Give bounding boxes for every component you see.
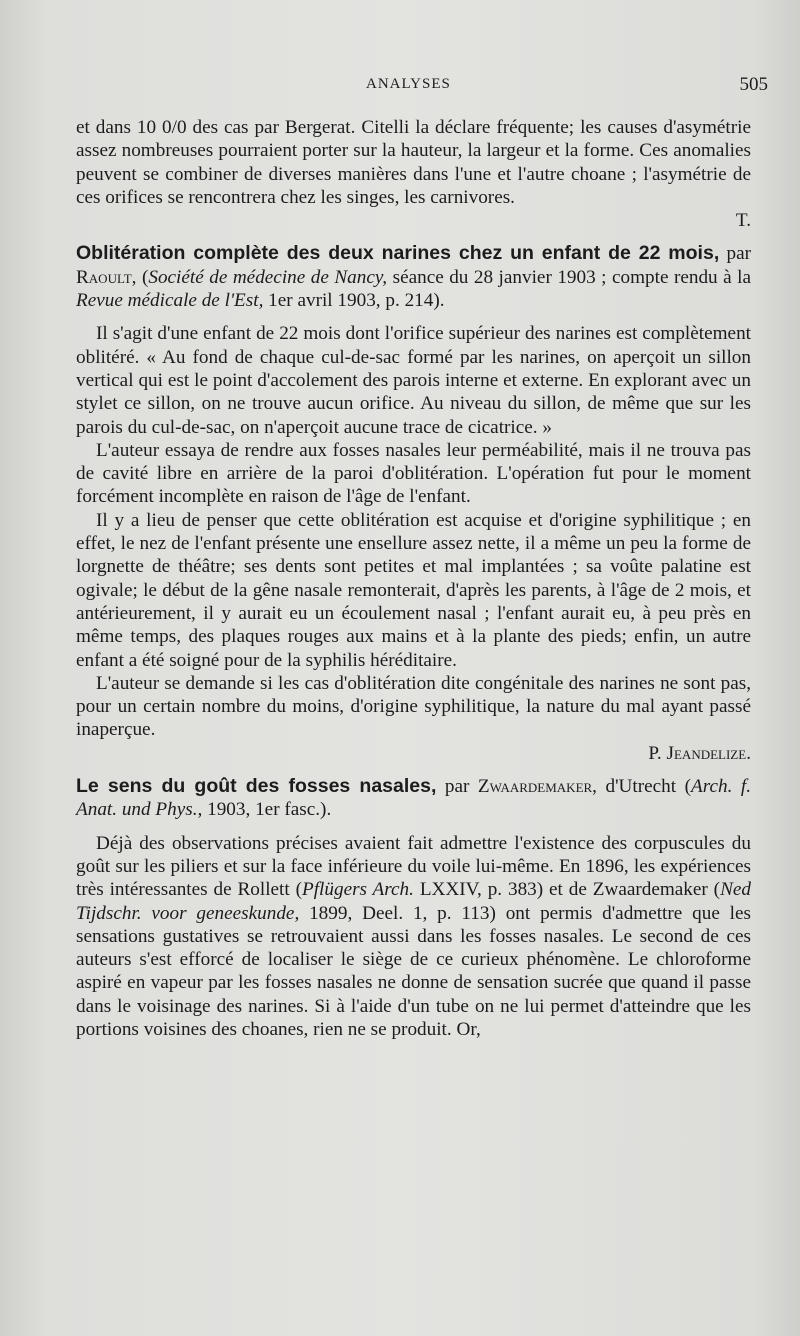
article-details: séance du 28 janvier 1903 ; compte rendu à la [387, 266, 751, 288]
signature-jeandelize: P. Jeandelize. [648, 742, 751, 764]
article-title: Oblitération complète des deux narines chez un enfant de 22 mois, [76, 242, 720, 265]
article-journal: Revue médicale de l'Est, [76, 290, 264, 312]
article-source: Société de médecine de Nancy, [148, 266, 388, 288]
article-by: par [436, 776, 478, 798]
article-heading-obliteration [76, 242, 751, 312]
article-date: 1er avril 1903, p. 214). [263, 290, 445, 312]
paragraph-operation: L'auteur essaya de rendre aux fosses nasales leur perméabilité, mais il ne trouva pas de cavité libre en arrière de la paroi d'oblitération. L'opération fut pour le moment forcément incomplète en raison de l'âge de l'enfant. [76, 439, 751, 508]
text-part: Déjà des observations précises avaient fait admettre l'existence des corpuscules du goût sur les piliers et sur la face inférieure du voile lui-même. En 1896, les expériences très intéressantes de Rollett ( [76, 832, 751, 901]
paragraph-case: Il s'agit d'une enfant de 22 mois dont l'orifice supérieur des narines est complètement oblitéré. « Au fond de chaque cul-de-sac formé par les narines, on aperçoit un sillon vertical qui est le point d'accolement des parois interne et externe. En explorant avec un stylet ce sillon, on ne trouve aucun orifice. Au niveau du sillon, de même que sur les parois du cul-de-sac, on n'aperçoit aucune trace de cicatrice. » [76, 323, 751, 438]
article-author: Zwaardemaker, [477, 776, 597, 798]
article-journal: Arch. f. Anat. und Phys., [76, 776, 752, 821]
text-column [76, 116, 751, 1041]
text-part: 1899, Deel. 1, p. 113) ont permis d'admettre que les sensations gustatives se retrouvaient aussi dans les fosses nasales. Le second de ces auteurs s'est efforcé de localiser le siège de ce curieux phénomène. Le chloroforme aspiré en vapeur par les fosses nasales ne donne de sensation sucrée que quand il passe dans le voisinage des narines. Si à l'aide d'un tube on ne lui permet d'atteindre que les portions voisines des choanes, rien ne se produit. Or, [76, 902, 751, 1040]
article-by: par [719, 243, 751, 265]
article-title: Le sens du goût des fosses nasales, [76, 775, 437, 798]
article-place: d'Utrecht ( [596, 776, 691, 798]
running-header [76, 76, 768, 100]
paragraph-origin: Il y a lieu de penser que cette oblitération est acquise et d'origine syphilitique ; en effet, le nez de l'enfant présente une ensellure assez nette, il a même un peu la forme de lorgnette de théâtre; ses dents sont petites et mal implantées ; sa voûte palatine est ogivale; le début de la gêne nasale remonterait, d'après les parents, à l'âge de 2 mois, et antérieurement, il y aurait eu un écoulement nasal ; l'enfant aurait eu, à peu près en même temps, des plaques rouges aux mains et à la plante des pieds; enfin, un autre enfant a été soigné pour de la syphilis héréditaire. [76, 509, 751, 671]
article-heading-gout [76, 775, 751, 822]
article-author: Raoult, [76, 266, 137, 288]
paragraph-question: L'auteur se demande si les cas d'oblitération dite congénitale des narines ne sont pas, pour un certain nombre du moins, d'origine syphilitique, la nature du mal ayant passé inaperçue. [76, 672, 751, 741]
journal-ref: Pflügers Arch. [302, 879, 414, 901]
signature-t: T. [735, 210, 751, 232]
text-part: LXXIV, p. 383) et de Zwaardemaker ( [413, 879, 721, 901]
page-number: 505 [739, 74, 768, 95]
journal-ref: Ned Tijdschr. voor geneeskunde, [76, 879, 751, 924]
article-date: 1903, 1er fasc.). [202, 799, 332, 821]
paragraph-continuation: et dans 10 0/0 des cas par Bergerat. Citelli la déclare fréquente; les causes d'asymétrie assez nombreuses pourraient porter sur la hauteur, la largeur et la forme. Ces anomalies peuvent se combiner de diverses manières dans l'une et l'autre choane ; l'asymétrie de ces orifices se rencontrera chez les singes, les carnivores. [76, 117, 751, 208]
article-source-open: ( [136, 266, 149, 288]
running-title: ANALYSES [366, 76, 451, 92]
paragraph-gout [76, 832, 751, 1042]
